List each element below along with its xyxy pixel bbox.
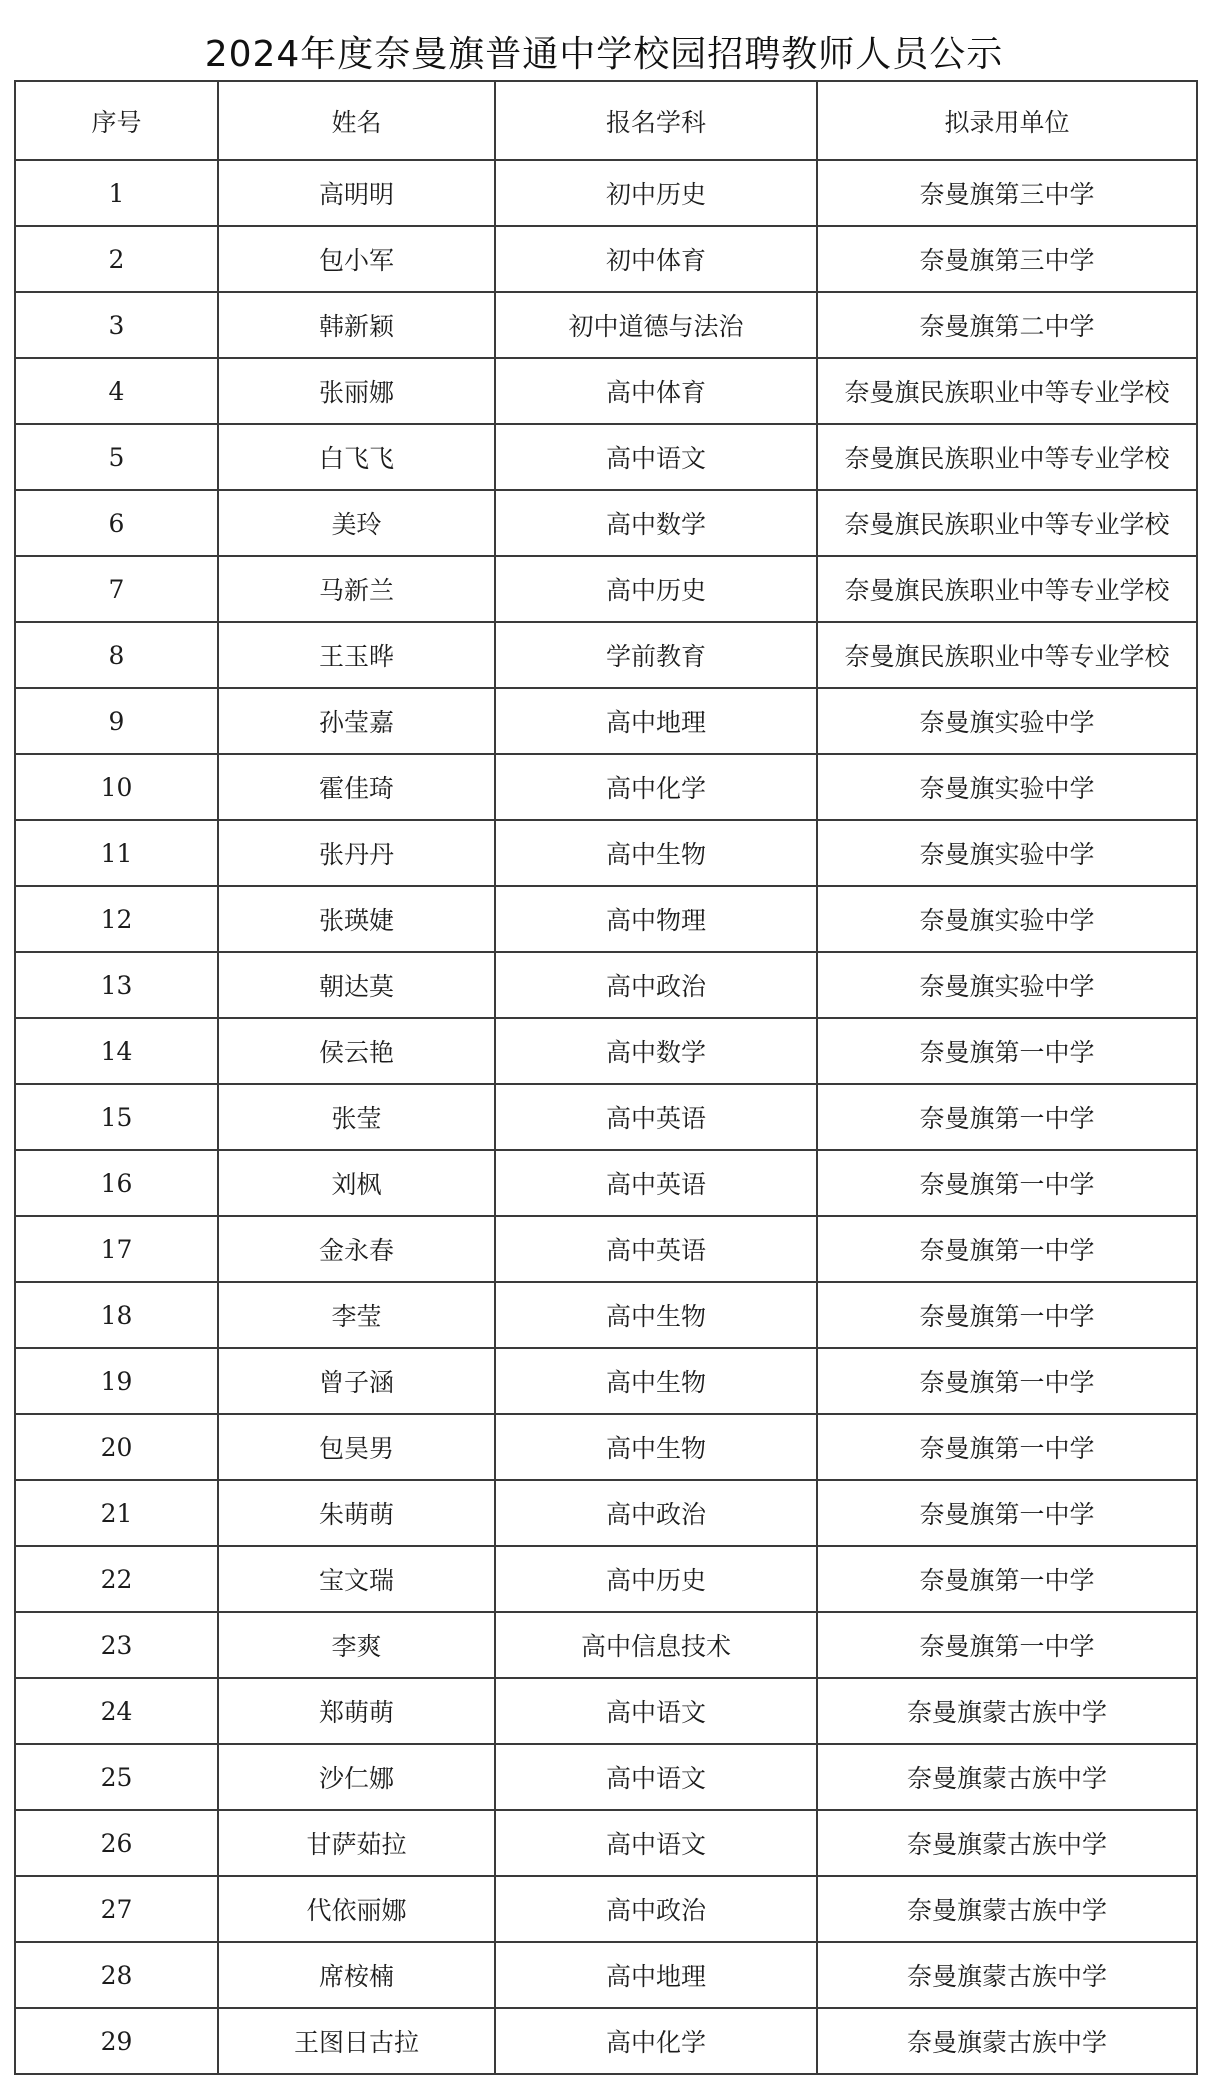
- cell-subject: 高中地理: [495, 688, 817, 754]
- table-row: [15, 1480, 1197, 1546]
- cell-seq: 9: [15, 688, 218, 754]
- cell-name: 代依丽娜: [218, 1876, 495, 1942]
- cell-subject: 高中语文: [495, 1678, 817, 1744]
- cell-seq: 1: [15, 160, 218, 226]
- cell-unit: 奈曼旗实验中学: [817, 754, 1197, 820]
- cell-name: 韩新颖: [218, 292, 495, 358]
- cell-unit: 奈曼旗民族职业中等专业学校: [817, 424, 1197, 490]
- table-row: [15, 424, 1197, 490]
- cell-name: 宝文瑞: [218, 1546, 495, 1612]
- table-body: [15, 160, 1197, 2074]
- cell-unit: 奈曼旗第一中学: [817, 1282, 1197, 1348]
- table-row: [15, 556, 1197, 622]
- cell-subject: 高中生物: [495, 1348, 817, 1414]
- table-row: [15, 292, 1197, 358]
- cell-subject: 高中历史: [495, 556, 817, 622]
- header-row: [15, 81, 1197, 160]
- cell-seq: 2: [15, 226, 218, 292]
- cell-seq: 23: [15, 1612, 218, 1678]
- cell-subject: 学前教育: [495, 622, 817, 688]
- cell-unit: 奈曼旗第一中学: [817, 1612, 1197, 1678]
- cell-name: 霍佳琦: [218, 754, 495, 820]
- cell-name: 王图日古拉: [218, 2008, 495, 2074]
- cell-subject: 高中体育: [495, 358, 817, 424]
- table-row: [15, 160, 1197, 226]
- cell-name: 马新兰: [218, 556, 495, 622]
- cell-seq: 24: [15, 1678, 218, 1744]
- cell-name: 王玉晔: [218, 622, 495, 688]
- table-row: [15, 688, 1197, 754]
- cell-name: 张莹: [218, 1084, 495, 1150]
- table-row: [15, 1216, 1197, 1282]
- cell-seq: 20: [15, 1414, 218, 1480]
- table-row: [15, 820, 1197, 886]
- cell-seq: 4: [15, 358, 218, 424]
- table-row: [15, 1348, 1197, 1414]
- cell-name: 美玲: [218, 490, 495, 556]
- cell-subject: 高中英语: [495, 1150, 817, 1216]
- table-header: [15, 81, 1197, 160]
- header-seq: 序号: [15, 81, 218, 160]
- header-unit: 拟录用单位: [817, 81, 1197, 160]
- header-name: 姓名: [218, 81, 495, 160]
- cell-unit: 奈曼旗实验中学: [817, 952, 1197, 1018]
- cell-subject: 高中语文: [495, 1744, 817, 1810]
- table-row: [15, 490, 1197, 556]
- cell-unit: 奈曼旗蒙古族中学: [817, 2008, 1197, 2074]
- cell-seq: 11: [15, 820, 218, 886]
- cell-subject: 高中语文: [495, 424, 817, 490]
- table-row: [15, 358, 1197, 424]
- cell-seq: 8: [15, 622, 218, 688]
- cell-unit: 奈曼旗第二中学: [817, 292, 1197, 358]
- cell-unit: 奈曼旗第一中学: [817, 1546, 1197, 1612]
- table-row: [15, 952, 1197, 1018]
- cell-seq: 18: [15, 1282, 218, 1348]
- cell-unit: 奈曼旗实验中学: [817, 688, 1197, 754]
- cell-subject: 高中数学: [495, 1018, 817, 1084]
- cell-name: 沙仁娜: [218, 1744, 495, 1810]
- cell-seq: 17: [15, 1216, 218, 1282]
- table-row: [15, 226, 1197, 292]
- cell-name: 郑萌萌: [218, 1678, 495, 1744]
- cell-subject: 高中语文: [495, 1810, 817, 1876]
- cell-name: 朱萌萌: [218, 1480, 495, 1546]
- cell-seq: 15: [15, 1084, 218, 1150]
- header-subject: 报名学科: [495, 81, 817, 160]
- cell-subject: 高中生物: [495, 1414, 817, 1480]
- table-row: [15, 1942, 1197, 2008]
- cell-subject: 高中生物: [495, 1282, 817, 1348]
- cell-seq: 3: [15, 292, 218, 358]
- cell-subject: 初中体育: [495, 226, 817, 292]
- cell-seq: 5: [15, 424, 218, 490]
- cell-unit: 奈曼旗蒙古族中学: [817, 1942, 1197, 2008]
- cell-seq: 12: [15, 886, 218, 952]
- table-row: [15, 1678, 1197, 1744]
- cell-seq: 7: [15, 556, 218, 622]
- cell-subject: 初中道德与法治: [495, 292, 817, 358]
- cell-subject: 高中生物: [495, 820, 817, 886]
- table-row: [15, 1810, 1197, 1876]
- cell-subject: 高中数学: [495, 490, 817, 556]
- cell-name: 曾子涵: [218, 1348, 495, 1414]
- teacher-roster-table: [14, 80, 1198, 2075]
- cell-subject: 高中物理: [495, 886, 817, 952]
- table-row: [15, 2008, 1197, 2074]
- cell-seq: 26: [15, 1810, 218, 1876]
- cell-seq: 14: [15, 1018, 218, 1084]
- cell-name: 张丹丹: [218, 820, 495, 886]
- cell-name: 席桉楠: [218, 1942, 495, 2008]
- cell-subject: 高中政治: [495, 1876, 817, 1942]
- cell-name: 李爽: [218, 1612, 495, 1678]
- cell-name: 张瑛婕: [218, 886, 495, 952]
- cell-unit: 奈曼旗第一中学: [817, 1084, 1197, 1150]
- cell-subject: 高中化学: [495, 754, 817, 820]
- cell-unit: 奈曼旗蒙古族中学: [817, 1876, 1197, 1942]
- cell-name: 张丽娜: [218, 358, 495, 424]
- table-row: [15, 886, 1197, 952]
- cell-unit: 奈曼旗蒙古族中学: [817, 1744, 1197, 1810]
- cell-name: 包昊男: [218, 1414, 495, 1480]
- cell-unit: 奈曼旗第一中学: [817, 1348, 1197, 1414]
- cell-name: 白飞飞: [218, 424, 495, 490]
- cell-subject: 高中地理: [495, 1942, 817, 2008]
- cell-seq: 28: [15, 1942, 218, 2008]
- cell-name: 李莹: [218, 1282, 495, 1348]
- table-row: [15, 1876, 1197, 1942]
- cell-unit: 奈曼旗第三中学: [817, 226, 1197, 292]
- cell-name: 金永春: [218, 1216, 495, 1282]
- cell-unit: 奈曼旗民族职业中等专业学校: [817, 358, 1197, 424]
- cell-seq: 13: [15, 952, 218, 1018]
- cell-unit: 奈曼旗实验中学: [817, 820, 1197, 886]
- table-row: [15, 1282, 1197, 1348]
- cell-unit: 奈曼旗实验中学: [817, 886, 1197, 952]
- cell-seq: 25: [15, 1744, 218, 1810]
- cell-seq: 27: [15, 1876, 218, 1942]
- cell-seq: 6: [15, 490, 218, 556]
- table-row: [15, 1084, 1197, 1150]
- cell-seq: 21: [15, 1480, 218, 1546]
- cell-name: 甘萨茹拉: [218, 1810, 495, 1876]
- table-row: [15, 622, 1197, 688]
- cell-unit: 奈曼旗蒙古族中学: [817, 1678, 1197, 1744]
- cell-unit: 奈曼旗第一中学: [817, 1480, 1197, 1546]
- cell-seq: 10: [15, 754, 218, 820]
- cell-subject: 高中英语: [495, 1084, 817, 1150]
- cell-unit: 奈曼旗第三中学: [817, 160, 1197, 226]
- cell-name: 朝达莫: [218, 952, 495, 1018]
- cell-unit: 奈曼旗第一中学: [817, 1414, 1197, 1480]
- cell-unit: 奈曼旗第一中学: [817, 1018, 1197, 1084]
- cell-name: 包小军: [218, 226, 495, 292]
- table-row: [15, 1744, 1197, 1810]
- cell-subject: 高中政治: [495, 1480, 817, 1546]
- cell-seq: 29: [15, 2008, 218, 2074]
- table-row: [15, 754, 1197, 820]
- table-row: [15, 1414, 1197, 1480]
- cell-subject: 初中历史: [495, 160, 817, 226]
- cell-subject: 高中化学: [495, 2008, 817, 2074]
- page-title: 2024年度奈曼旗普通中学校园招聘教师人员公示: [204, 34, 1004, 76]
- cell-name: 侯云艳: [218, 1018, 495, 1084]
- cell-seq: 19: [15, 1348, 218, 1414]
- table-row: [15, 1612, 1197, 1678]
- cell-name: 高明明: [218, 160, 495, 226]
- cell-unit: 奈曼旗民族职业中等专业学校: [817, 490, 1197, 556]
- table-row: [15, 1018, 1197, 1084]
- cell-name: 孙莹嘉: [218, 688, 495, 754]
- table-row: [15, 1150, 1197, 1216]
- cell-unit: 奈曼旗蒙古族中学: [817, 1810, 1197, 1876]
- cell-seq: 16: [15, 1150, 218, 1216]
- cell-seq: 22: [15, 1546, 218, 1612]
- cell-name: 刘枫: [218, 1150, 495, 1216]
- cell-subject: 高中政治: [495, 952, 817, 1018]
- cell-subject: 高中历史: [495, 1546, 817, 1612]
- cell-unit: 奈曼旗民族职业中等专业学校: [817, 556, 1197, 622]
- cell-unit: 奈曼旗第一中学: [817, 1150, 1197, 1216]
- cell-subject: 高中信息技术: [495, 1612, 817, 1678]
- cell-subject: 高中英语: [495, 1216, 817, 1282]
- cell-unit: 奈曼旗第一中学: [817, 1216, 1197, 1282]
- cell-unit: 奈曼旗民族职业中等专业学校: [817, 622, 1197, 688]
- table-row: [15, 1546, 1197, 1612]
